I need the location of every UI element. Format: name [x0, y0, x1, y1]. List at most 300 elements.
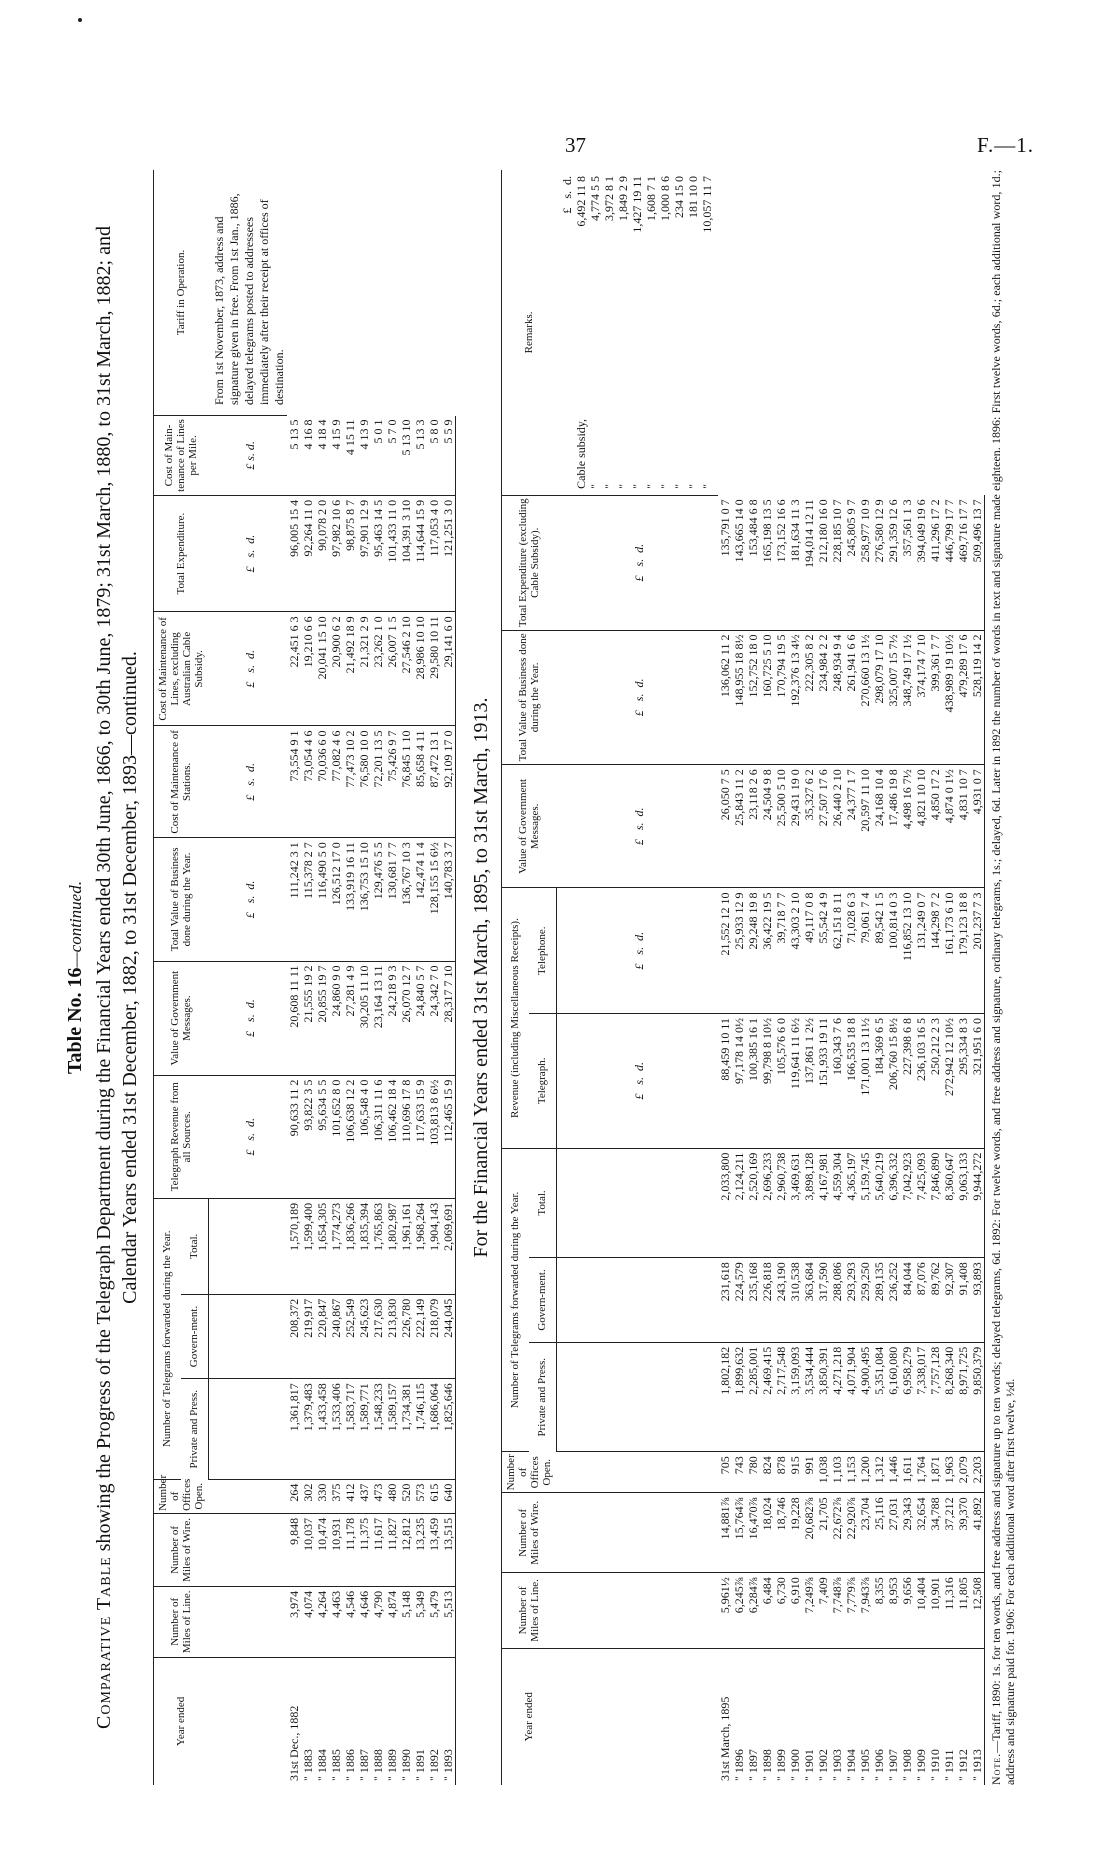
remark-label: " [644, 483, 658, 489]
table-cell: 8,971,725 [956, 1342, 970, 1452]
col-expenditure: Total Expenditure (excluding Cable Subsidy). [502, 495, 557, 630]
table-cell: " 1903 [830, 1749, 844, 1781]
table-cell: 101,433 11 0 [385, 495, 399, 611]
table-cell: 100,814 0 3 [886, 888, 900, 1014]
table-cell: " 1900 [788, 1749, 802, 1781]
table-cell: 2,960,738 [774, 1148, 788, 1258]
table-cell: 2,079 [956, 1452, 970, 1493]
remark-label: Cable subsidy, [574, 418, 588, 489]
table-cell: 252,549 [343, 1294, 357, 1378]
table-cell: 10,037 [301, 1513, 315, 1586]
table-cell: 5,351,084 [872, 1342, 886, 1452]
table-cell: 224,579 [732, 1258, 746, 1342]
table-cell: 131,249 0 7 [914, 888, 928, 1014]
table-cell: 106,462 18 4 [385, 1075, 399, 1198]
table-cell: 18,024 [760, 1493, 774, 1573]
table-cell: 2,469,415 [760, 1342, 774, 1452]
table-cell: 84,044 [900, 1258, 914, 1342]
remarks-list [574, 176, 714, 489]
table-cell: 106,311 11 6 [371, 1075, 385, 1198]
table-cell: 9,944,272 [970, 1148, 985, 1258]
remark-amount: 1,427 19 11 [630, 176, 644, 233]
table-cell: 2,124,211 [732, 1148, 746, 1258]
table-cell: 1,312 [872, 1452, 886, 1493]
table-cell: 5 5 9 [441, 416, 456, 496]
col-miles-line: Number of Miles of Line. [502, 1573, 557, 1648]
table-cell: 161,173 6 10 [942, 888, 956, 1014]
table-cell: 235,168 [746, 1258, 760, 1342]
table-cell: 4,463 [329, 1586, 343, 1657]
table-cell: 85,658 4 11 [413, 726, 427, 838]
table-cell: 13,515 [441, 1513, 456, 1586]
table-cell: 166,535 18 8 [844, 1014, 858, 1149]
stray-dot [78, 18, 82, 22]
table-cell: 1,961,161 [399, 1198, 413, 1294]
table-cell: 259,250 [858, 1258, 872, 1342]
unit-cell: £ s. d. [208, 726, 287, 838]
unit-cell: £ s. d. [556, 1014, 718, 1149]
table2 [501, 170, 985, 1785]
table-cell: 111,242 3 1 [287, 838, 301, 961]
table-cell: 21,705 [816, 1493, 830, 1573]
table-cell: 7,425,093 [914, 1148, 928, 1258]
table-row [427, 170, 441, 1785]
table-cell: 116,852 13 10 [900, 888, 914, 1014]
table-cell: 24,377 1 7 [844, 765, 858, 888]
remark-label: " [686, 483, 700, 489]
table-cell: 9,850,379 [970, 1342, 985, 1452]
table-cell: 117,633 15 9 [413, 1075, 427, 1198]
table-cell: 573 [413, 1479, 427, 1513]
table-cell: " 1886 [343, 1749, 357, 1781]
table-cell: 27,031 [886, 1493, 900, 1573]
table-row [357, 170, 371, 1785]
table-cell: 194,014 12 11 [802, 495, 816, 630]
table-cell: 97,982 10 6 [329, 495, 343, 611]
table1 [153, 170, 456, 1785]
note-text: —Tariff, 1890: 1s. for ten words, and free address and signature up to ten words; delayed telegrams, 6d. 1892: For twelve words, and free address and signature, ordinary telegrams, 1s.; delayed, 6d. Later in 1892 the number of words in text and signature made eighteen. 1896: First twelve words, 6d.; each additional word, 1d.; address and signature paid for. 1906: For each additional word after first twelve, ½d. [989, 170, 1017, 1785]
table-cell: 1,611 [900, 1452, 914, 1493]
table-cell: 212,180 16 0 [816, 495, 830, 630]
table-cell: " 1911 [942, 1749, 956, 1781]
table-row [760, 170, 774, 1785]
table-cell: 1,153 [844, 1452, 858, 1493]
table-cell: 4 18 4 [315, 416, 329, 496]
table-row [900, 170, 914, 1785]
table-cell: 181,634 11 3 [788, 495, 802, 630]
table-cell: 2,203 [970, 1452, 985, 1493]
table-cell: " 1909 [914, 1749, 928, 1781]
table-cell: 243,190 [774, 1258, 788, 1342]
unit-cell: £ s. d. [208, 416, 287, 496]
table-cell: 438,989 19 10½ [942, 630, 956, 765]
table-cell: 20,608 11 11 [287, 961, 301, 1075]
table-row [816, 170, 830, 1785]
table-cell: 87,472 13 1 [427, 726, 441, 838]
table-cell: 780 [746, 1452, 760, 1493]
table-cell: " 1905 [858, 1749, 872, 1781]
table-cell: 357,561 1 3 [900, 495, 914, 630]
table-cell: 24,860 9 0 [329, 961, 343, 1075]
table-cell: 115,378 2 7 [301, 838, 315, 961]
remark-amount: 1,000 8 6 [658, 176, 672, 221]
table-cell: 133,919 16 11 [343, 838, 357, 961]
table-cell: " 1899 [774, 1749, 788, 1781]
table-cell: 3,850,391 [816, 1342, 830, 1452]
table-cell: 77,082 4 6 [329, 726, 343, 838]
table-cell: 97,901 12 9 [357, 495, 371, 611]
table-cell: 991 [802, 1452, 816, 1493]
table-row [872, 170, 886, 1785]
table-cell: 79,061 7 4 [858, 888, 872, 1014]
table-cell: 121,251 3 0 [441, 495, 456, 611]
table-cell: 25,500 5 10 [774, 765, 788, 888]
table-cell: 7,042,923 [900, 1148, 914, 1258]
table-cell: 128,155 15 6½ [427, 838, 441, 961]
col-maint-per-mile: Cost of Main-tenance of Lines per Mile. [154, 416, 209, 496]
table-row [858, 170, 872, 1785]
table-cell: 291,359 12 6 [886, 495, 900, 630]
remark-label: " [700, 483, 714, 489]
table-cell: 136,062 11 2 [718, 630, 732, 765]
table-cell: 7,748⅞ [830, 1573, 844, 1648]
table-cell: 95,634 5 5 [315, 1075, 329, 1198]
table-cell: 4,071,904 [844, 1342, 858, 1452]
table-cell: 1,379,483 [301, 1379, 315, 1479]
table-cell: 5 8 0 [427, 416, 441, 496]
table-cell: " 1912 [956, 1749, 970, 1781]
remarks-units: £ s. d. [560, 176, 574, 214]
table-row [385, 170, 399, 1785]
table-cell: 28,986 10 10 [413, 612, 427, 726]
table-row [928, 170, 942, 1785]
table-cell: 7,757,128 [928, 1342, 942, 1452]
table-cell: 13,459 [427, 1513, 441, 1586]
remark-item [672, 176, 686, 489]
table-cell: 22,451 6 3 [287, 612, 301, 726]
rotated-content [62, 170, 1064, 1785]
table-cell: 1,836,266 [343, 1198, 357, 1294]
remark-label: " [588, 483, 602, 489]
note-label: Note. [989, 1752, 1003, 1785]
table-cell: 26,007 1 5 [385, 612, 399, 726]
table-cell: 126,512 17 0 [329, 838, 343, 961]
table-cell: 171,001 13 11½ [858, 1014, 872, 1149]
table-cell: 106,548 4 0 [357, 1075, 371, 1198]
table-cell: 5,148 [399, 1586, 413, 1657]
table-cell: 4,074 [301, 1586, 315, 1657]
col-telegraph: Telegraph. [529, 1014, 556, 1149]
table-cell: 244,045 [441, 1294, 456, 1378]
table-cell: 39,718 7 7 [774, 888, 788, 1014]
table-cell: 4,264 [315, 1586, 329, 1657]
remark-amount: 3,972 8 1 [602, 176, 616, 221]
table-cell: 116,490 5 0 [315, 838, 329, 961]
table-cell: " 1884 [315, 1749, 329, 1781]
col-telephone: Telephone. [529, 888, 556, 1014]
remark-item [588, 176, 602, 489]
table-cell: 1,599,400 [301, 1198, 315, 1294]
table-cell: 374,174 7 10 [914, 630, 928, 765]
col-group-telegrams: Number of Telegrams forwarded during the Year. [154, 1198, 181, 1479]
table-cell: 6,958,279 [900, 1342, 914, 1452]
col-miles-line: Number of Miles of Line. [154, 1586, 209, 1657]
table-cell: 75,426 9 7 [385, 726, 399, 838]
table-cell: 615 [427, 1479, 441, 1513]
table-cell: 142,474 1 4 [413, 838, 427, 961]
table-cell: 222,149 [413, 1294, 427, 1378]
table-cell: 77,473 10 2 [343, 726, 357, 838]
table-cell: 5,479 [427, 1586, 441, 1657]
col-miles-wire: Number of Miles of Wire. [154, 1513, 209, 1586]
table-cell: 184,369 6 5 [872, 1014, 886, 1149]
col-private: Private and Press. [529, 1342, 556, 1452]
table-cell: 4,646 [357, 1586, 371, 1657]
table-cell: 2,033,800 [718, 1148, 732, 1258]
remark-label: " [630, 483, 644, 489]
table-cell: 479,289 17 6 [956, 630, 970, 765]
table-cell: 473 [371, 1479, 385, 1513]
table-cell: 106,638 12 2 [343, 1075, 357, 1198]
col-maint-lines: Cost of Maintenance of Lines, excluding Australian Cable Subsidy. [154, 612, 209, 726]
table-row [329, 170, 343, 1785]
table-row [970, 170, 985, 1785]
table-cell: 2,696,233 [760, 1148, 774, 1258]
table-cell: 3,159,093 [788, 1342, 802, 1452]
table-cell: 8,268,340 [942, 1342, 956, 1452]
table-cell: 19,228 [788, 1493, 802, 1573]
table-cell: 6,910 [788, 1573, 802, 1648]
table-cell: 23,164 13 11 [371, 961, 385, 1075]
table-cell: 192,376 13 4½ [788, 630, 802, 765]
table-cell: 89,762 [928, 1258, 942, 1342]
unit-cell: £ s. d. [556, 765, 718, 888]
table-cell: 6,245⅞ [732, 1573, 746, 1648]
table-cell: 276,580 12 9 [872, 495, 886, 630]
table-row [844, 170, 858, 1785]
remark-label: " [602, 483, 616, 489]
col-year: Year ended [154, 1657, 209, 1785]
table-cell: 226,818 [760, 1258, 774, 1342]
table-cell: 878 [774, 1452, 788, 1493]
table-cell: 1,433,458 [315, 1379, 329, 1479]
table-cell: 1,968,264 [413, 1198, 427, 1294]
table-cell: 36,422 19 5 [760, 888, 774, 1014]
table-cell: 151,933 19 11 [816, 1014, 830, 1149]
remark-amount: 1,608 7 1 [644, 176, 658, 221]
table-cell: 92,264 11 0 [301, 495, 315, 611]
table-cell: 26,050 7 5 [718, 765, 732, 888]
table-cell: 89,542 1 5 [872, 888, 886, 1014]
table-row [315, 170, 329, 1785]
remark-amount: 1,849 2 9 [616, 176, 630, 221]
table-cell: 4 13 9 [357, 416, 371, 496]
table-row [774, 170, 788, 1785]
unit-cell: £ s. d. [208, 961, 287, 1075]
table-cell: 24,168 10 4 [872, 765, 886, 888]
table-row [942, 170, 956, 1785]
table-cell: 73,554 9 1 [287, 726, 301, 838]
table-cell: 39,370 [956, 1493, 970, 1573]
unit-cell: £ s. d. [556, 630, 718, 765]
table-cell: 1,570,189 [287, 1198, 301, 1294]
table-cell: 23,704 [858, 1493, 872, 1573]
table-cell: 1,686,064 [427, 1379, 441, 1479]
table-cell: 743 [732, 1452, 746, 1493]
table-cell: 220,847 [315, 1294, 329, 1378]
table-cell: 24,504 9 8 [760, 765, 774, 888]
table-cell: " 1908 [900, 1749, 914, 1781]
table-cell: 375 [329, 1479, 343, 1513]
table-cell: 31st March, 1895 [718, 1696, 732, 1781]
table-cell: 136,767 10 3 [399, 838, 413, 961]
table-cell: 6,396,332 [886, 1148, 900, 1258]
remark-amount: 6,492 11 8 [574, 176, 588, 227]
paper-reference: F.—1. [977, 133, 1034, 157]
table-cell: 27,507 17 6 [816, 765, 830, 888]
table-cell: 11,617 [371, 1513, 385, 1586]
table-cell: 258,977 10 9 [858, 495, 872, 630]
col-government: Govern-ment. [529, 1258, 556, 1342]
table-cell: 245,805 9 7 [844, 495, 858, 630]
table-cell: 1,963 [942, 1452, 956, 1493]
unit-cell: £ s. d. [208, 1075, 287, 1198]
table-cell: 5,349 [413, 1586, 427, 1657]
remark-amount: 181 10 0 [686, 176, 700, 218]
table-cell: 3,974 [287, 1586, 301, 1657]
table-cell: 915 [788, 1452, 802, 1493]
table-cell: 110,696 17 8 [399, 1075, 413, 1198]
table-cell: 9,063,133 [956, 1148, 970, 1258]
table-cell: 5 13 3 [413, 416, 427, 496]
table-cell: 1,103 [830, 1452, 844, 1493]
table-cell: 76,580 10 0 [357, 726, 371, 838]
table-row [914, 170, 928, 1785]
col-business: Total Value of Business done during the Year. [154, 838, 209, 961]
table-cell: 4 16 8 [301, 416, 315, 496]
table-cell: 35,327 6 2 [802, 765, 816, 888]
table-cell: 7,249⅞ [802, 1573, 816, 1648]
table-cell: 96,005 15 4 [287, 495, 301, 611]
remark-item [700, 176, 714, 489]
table-cell: 32,654 [914, 1493, 928, 1573]
table-row [802, 170, 816, 1785]
table-cell: 11,178 [343, 1513, 357, 1586]
table-cell: 11,316 [942, 1573, 956, 1648]
table-cell: 98,875 8 7 [343, 495, 357, 611]
table-cell: 4,874 0 1½ [942, 765, 956, 888]
table-cell: 1,654,305 [315, 1198, 329, 1294]
table2-caption: For the Financial Years ended 31st March, 1895, to 31st March, 1913. [470, 697, 492, 1258]
remark-amount: 234 15 0 [672, 176, 686, 218]
table-cell: 29,580 10 11 [427, 612, 441, 726]
table-cell: " 1896 [732, 1749, 746, 1781]
table-cell: 119,641 11 6½ [788, 1014, 802, 1149]
table-cell: 240,867 [329, 1294, 343, 1378]
table-cell: 34,788 [928, 1493, 942, 1573]
table-row [371, 170, 385, 1785]
table-cell: 148,955 18 8½ [732, 630, 746, 765]
remark-label: " [672, 483, 686, 489]
col-miles-wire: Number of Miles of Wire. [502, 1493, 557, 1573]
table-cell: 399,361 7 7 [928, 630, 942, 765]
table-cell: 1,446 [886, 1452, 900, 1493]
table-cell: 10,474 [315, 1513, 329, 1586]
table-cell: 62,151 8 11 [830, 888, 844, 1014]
table-cell: 226,780 [399, 1294, 413, 1378]
table-row [287, 170, 301, 1785]
table-cell: " 1907 [886, 1749, 900, 1781]
table-cell: 144,298 7 2 [928, 888, 942, 1014]
table-cell: 24,218 9 3 [385, 961, 399, 1075]
table-cell: 6,730 [774, 1573, 788, 1648]
table-cell: 70,036 6 0 [315, 726, 329, 838]
table-cell: 528,119 14 2 [970, 630, 985, 765]
table-cell: 16,470⅞ [746, 1493, 760, 1573]
table-cell: 92,109 17 0 [441, 726, 456, 838]
table-cell: 20,855 19 7 [315, 961, 329, 1075]
table-cell: 250,212 2 3 [928, 1014, 942, 1149]
table-cell: 1,802,987 [385, 1198, 399, 1294]
table-cell: 117,053 4 0 [427, 495, 441, 611]
table-cell: 480 [385, 1479, 399, 1513]
table-cell: 218,079 [427, 1294, 441, 1378]
table-row [732, 170, 746, 1785]
table-label: Table No. 16 [64, 967, 86, 1074]
table-cell: 92,307 [942, 1258, 956, 1342]
table-cell: 520 [399, 1479, 413, 1513]
table-cell: 201,237 7 3 [970, 888, 985, 1014]
table-cell: 705 [718, 1452, 732, 1493]
col-revenue: Telegraph Revenue from all Sources. [154, 1075, 209, 1198]
table-cell: 21,492 18 9 [343, 612, 357, 726]
table-cell: 31st Dec., 1882 [287, 1705, 301, 1781]
col-offices: Number of Offices Open. [154, 1479, 209, 1513]
table-cell: 93,822 3 5 [301, 1075, 315, 1198]
remark-amount: 10,057 11 7 [700, 176, 714, 233]
table-cell: 4,271,218 [830, 1342, 844, 1452]
table-row [441, 170, 456, 1785]
table-cell: 1,746,115 [413, 1379, 427, 1479]
table-cell: 1,774,273 [329, 1198, 343, 1294]
table-cell: 437 [357, 1479, 371, 1513]
table-cell: 25,116 [872, 1493, 886, 1573]
table-cell: 509,496 13 7 [970, 495, 985, 630]
table-cell: 5,961½ [718, 1573, 732, 1648]
table-cell: 1,835,394 [357, 1198, 371, 1294]
table-cell: 100,385 16 1 [746, 1014, 760, 1149]
table-cell: 208,372 [287, 1294, 301, 1378]
table-cell: 469,716 17 7 [956, 495, 970, 630]
table-cell: 1,765,863 [371, 1198, 385, 1294]
table-cell: 105,576 6 0 [774, 1014, 788, 1149]
table-cell: 49,117 0 8 [802, 888, 816, 1014]
table-row [343, 170, 357, 1785]
col-total: Total. [529, 1148, 556, 1258]
table-cell: 20,682⅞ [802, 1493, 816, 1573]
remark-item [574, 176, 588, 489]
table-cell: " 1906 [872, 1749, 886, 1781]
caption-rest: showing the Progress of the Telegraph Department during the Financial Years ended 30th June, 1866, to 30th June, 1879; 31st March, 1880, to 31st March, 1882; and Calendar Years ended 31st December, 1882, to 31st December, 1893—continued. [93, 226, 141, 1552]
table-cell: 206,760 15 8½ [886, 1014, 900, 1149]
table-cell: 23,118 2 6 [746, 765, 760, 888]
table-cell: 43,303 2 10 [788, 888, 802, 1014]
table-cell: 293,293 [844, 1258, 858, 1342]
table-cell: 9,656 [900, 1573, 914, 1648]
table-cell: 3,898,128 [802, 1148, 816, 1258]
table-cell: 310,538 [788, 1258, 802, 1342]
table-row [830, 170, 844, 1785]
